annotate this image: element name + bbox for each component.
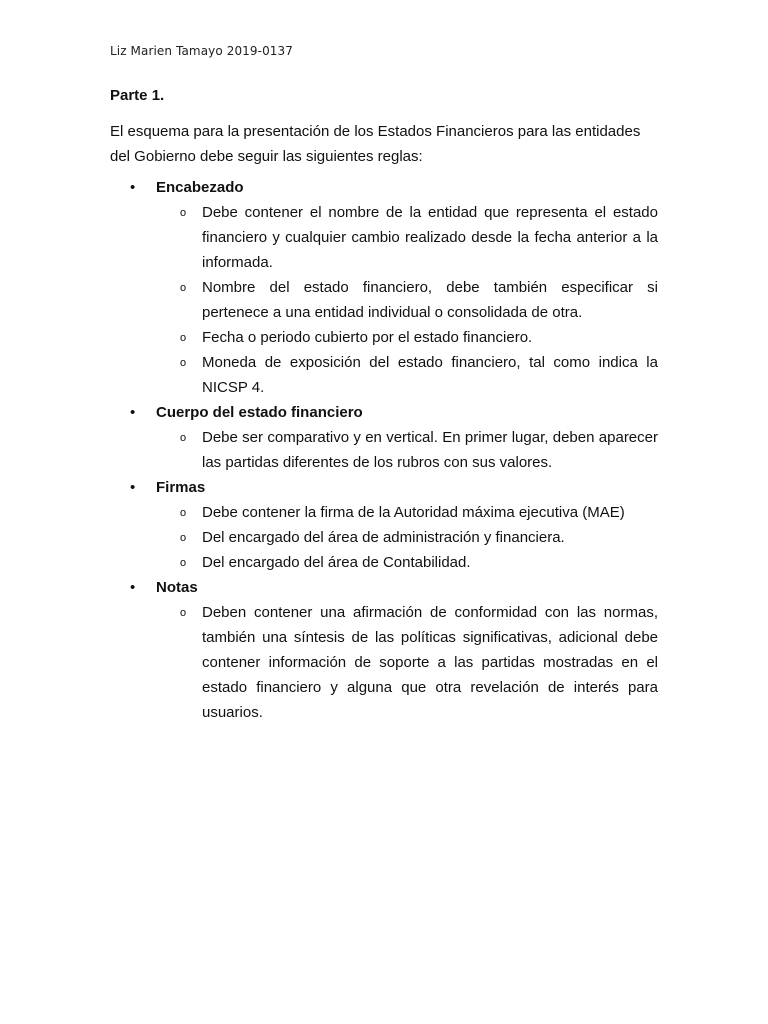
sub-marker: o — [180, 507, 187, 519]
sub-list — [156, 600, 658, 725]
sub-item-text: Fecha o periodo cubierto por el estado financiero. — [202, 329, 533, 346]
rule-item-encabezado — [110, 175, 658, 400]
sub-item-text: Debe ser comparativo y en vertical. En primer lugar, deben aparecer las partidas diferentes de los rubros con sus valores. — [202, 429, 658, 471]
sub-marker: o — [180, 357, 187, 369]
sub-item — [156, 200, 658, 275]
sub-item-text: Del encargado del área de administración y financiera. — [202, 529, 565, 546]
sub-item-text: Nombre del estado financiero, debe también especificar si pertenece a una entidad individual o consolidada de otra. — [202, 279, 658, 321]
sub-marker: o — [180, 432, 187, 444]
bullet-marker: • — [130, 579, 136, 596]
rule-label: Encabezado — [156, 179, 244, 196]
sub-marker: o — [180, 207, 187, 219]
sub-item — [156, 275, 658, 325]
sub-marker: o — [180, 557, 187, 569]
sub-item — [156, 500, 658, 525]
sub-item-text: Debe contener la firma de la Autoridad máxima ejecutiva (MAE) — [202, 504, 625, 521]
rule-label: Cuerpo del estado financiero — [156, 404, 363, 421]
intro-paragraph: El esquema para la presentación de los Estados Financieros para las entidades del Gobierno debe seguir las siguientes reglas: — [110, 123, 641, 165]
sub-item — [156, 425, 658, 475]
rule-item-firmas — [110, 475, 658, 575]
sub-item — [156, 550, 658, 575]
section-title: Parte 1. — [110, 87, 165, 104]
sub-item-text: Del encargado del área de Contabilidad. — [202, 554, 471, 571]
sub-marker: o — [180, 282, 187, 294]
rule-item-cuerpo — [110, 400, 658, 475]
sub-item — [156, 325, 658, 350]
sub-marker: o — [180, 607, 187, 619]
sub-list — [156, 425, 658, 475]
sub-list — [156, 500, 658, 575]
sub-marker: o — [180, 532, 187, 544]
bullet-marker: • — [130, 179, 136, 196]
sub-item — [156, 525, 658, 550]
author-header: Liz Marien Tamayo 2019-0137 — [110, 44, 294, 58]
sub-list — [156, 200, 658, 400]
sub-item — [156, 350, 658, 400]
rules-list — [110, 175, 658, 725]
bullet-marker: • — [130, 404, 136, 421]
rule-label: Notas — [156, 579, 198, 596]
sub-marker: o — [180, 332, 187, 344]
rule-item-notas — [110, 575, 658, 725]
sub-item-text: Debe contener el nombre de la entidad que representa el estado financiero y cualquier cambio realizado desde la fecha anterior a la informada. — [202, 204, 658, 271]
sub-item-text: Moneda de exposición del estado financiero, tal como indica la NICSP 4. — [202, 354, 658, 396]
sub-item — [156, 600, 658, 725]
bullet-marker: • — [130, 479, 136, 496]
rule-label: Firmas — [156, 479, 206, 496]
sub-item-text: Deben contener una afirmación de conformidad con las normas, también una síntesis de las políticas significativas, adicional debe contener información de soporte a las partidas mostradas en el estado financiero y alguna que otra revelación de interés para usuarios. — [202, 604, 658, 721]
